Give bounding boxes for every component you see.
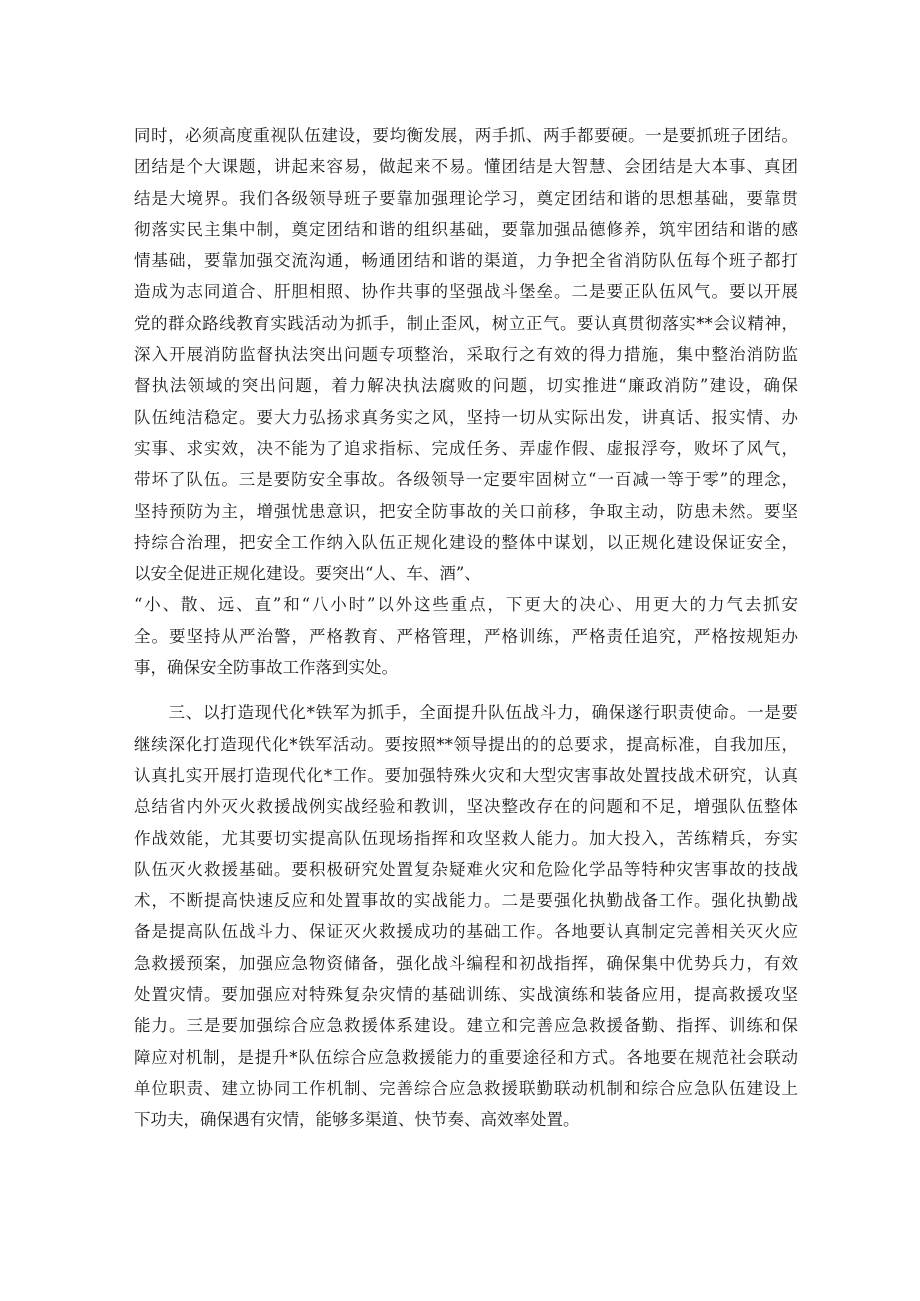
text-line: 情基础，要靠加强交流沟通，畅通团结和谐的渠道，力争把全省消防队伍每个班子都打 bbox=[134, 251, 798, 271]
text-line: 作战效能，尤其要切实提高队伍现场指挥和攻坚救人能力。加大投入，苦练精兵，夯实 bbox=[134, 828, 798, 848]
text-line: 深入开展消防监督执法突出问题专项整治，采取行之有效的得力措施，集中整治消防监 bbox=[134, 345, 798, 365]
text-line: 障应对机制，是提升*队伍综合应急救援能力的重要途径和方式。各地要在规范社会联动 bbox=[134, 1047, 798, 1067]
paragraph-2 bbox=[134, 697, 798, 1135]
text-line: 三、以打造现代化*铁军为抓手，全面提升队伍战斗力，确保遂行职责使命。一是要 bbox=[134, 703, 798, 723]
text-line: 事，确保安全防事故工作落到实处。 bbox=[134, 658, 398, 678]
text-line: 能力。三是要加强综合应急救援体系建设。建立和完善应急救援备勤、指挥、训练和保 bbox=[134, 1016, 798, 1036]
text-line: 带坏了队伍。三是要防安全事故。各级领导一定要牢固树立“一百减一等于零”的理念， bbox=[134, 470, 798, 490]
text-line: 继续深化打造现代化*铁军活动。要按照**领导提出的的总要求，提高标准，自我加压， bbox=[134, 734, 798, 754]
text-line: 总结省内外灭火救援战例实战经验和教训，坚决整改存在的问题和不足，增强队伍整体 bbox=[134, 797, 798, 817]
text-line: 术，不断提高快速反应和处置事故的实战能力。二是要强化执勤战备工作。强化执勤战 bbox=[134, 891, 798, 911]
text-line: 实事、求实效，决不能为了追求指标、完成任务、弄虚作假、虚报浮夸，败坏了风气， bbox=[134, 438, 798, 458]
text-line: 队伍纯洁稳定。要大力弘扬求真务实之风，坚持一切从实际出发，讲真话、报实情、办 bbox=[134, 407, 798, 427]
text-line: 结是大境界。我们各级领导班子要靠加强理论学习，奠定团结和谐的思想基础，要靠贯 bbox=[134, 188, 798, 208]
text-line: 处置灾情。要加强应对特殊复杂灾情的基础训练、实战演练和装备应用，提高救援攻坚 bbox=[134, 985, 798, 1005]
text-line: 急救援预案，加强应急物资储备，强化战斗编程和初战指挥，确保集中优势兵力，有效 bbox=[134, 953, 798, 973]
paragraph-gap bbox=[134, 683, 798, 697]
text-line: 团结是个大课题，讲起来容易，做起来不易。懂团结是大智慧、会团结是大本事、真团 bbox=[134, 157, 798, 177]
text-line: 单位职责、建立协同工作机制、完善综合应急救援联勤联动机制和综合应急队伍建设上 bbox=[134, 1078, 798, 1098]
text-line: 下功夫，确保遇有灾情，能够多渠道、快节奏、高效率处置。 bbox=[134, 1110, 580, 1130]
text-line: 以安全促进正规化建设。要突出“人、车、酒”、 bbox=[134, 564, 481, 584]
text-line: 督执法领域的突出问题，着力解决执法腐败的问题，切实推进“廉政消防”建设，确保 bbox=[134, 376, 798, 396]
text-line: 同时，必须高度重视队伍建设，要均衡发展，两手抓、两手都要硬。一是要抓班子团结。 bbox=[134, 126, 798, 145]
text-line: 党的群众路线教育实践活动为抓手，制止歪风，树立正气。要认真贯彻落实**会议精神， bbox=[134, 313, 798, 333]
text-line: 全。要坚持从严治警，严格教育、严格管理，严格训练，严格责任追究，严格按规矩办 bbox=[134, 626, 798, 646]
text-line: 持综合治理，把安全工作纳入队伍正规化建设的整体中谋划，以正规化建设保证安全， bbox=[134, 532, 798, 552]
text-line: 备是提高队伍战斗力、保证灭火救援成功的基础工作。各地要认真制定完善相关灭火应 bbox=[134, 922, 798, 942]
text-line: 造成为志同道合、肝胆相照、协作共事的坚强战斗堡垒。二是要正队伍风气。要以开展 bbox=[134, 282, 798, 302]
text-line: “小、散、远、直”和“八小时”以外这些重点，下更大的决心、用更大的力气去抓安 bbox=[134, 595, 798, 615]
text-line: 认真扎实开展打造现代化*工作。要加强特殊火灾和大型灾害事故处置技战术研究，认真 bbox=[134, 765, 798, 785]
text-line: 坚持预防为主，增强忧患意识，把安全防事故的关口前移，争取主动，防患未然。要坚 bbox=[134, 501, 798, 521]
text-line: 队伍灭火救援基础。要积极研究处置复杂疑难火灾和危险化学品等特种灾害事故的技战 bbox=[134, 859, 798, 879]
document-body bbox=[134, 120, 798, 1136]
text-line: 彻落实民主集中制，奠定团结和谐的组织基础，要靠加强品德修养，筑牢团结和谐的感 bbox=[134, 219, 798, 239]
paragraph-1 bbox=[134, 120, 798, 683]
